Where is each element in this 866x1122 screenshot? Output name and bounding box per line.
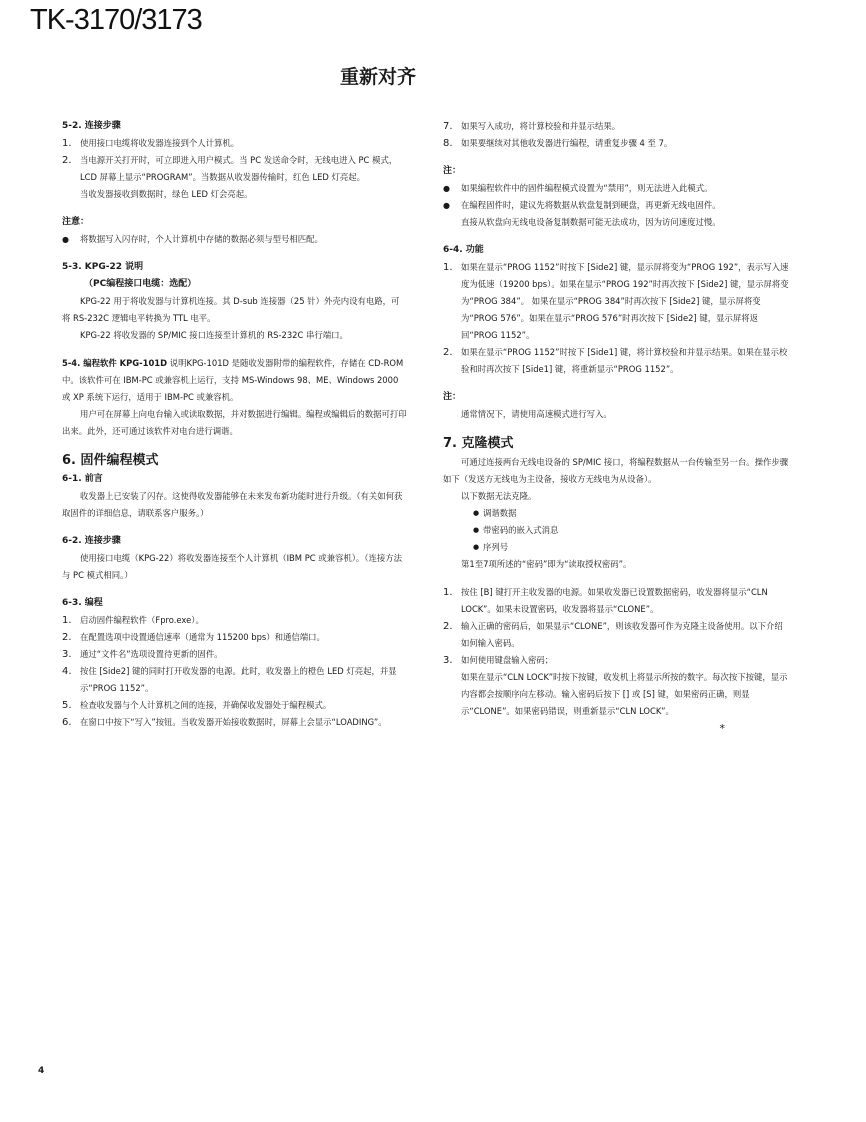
note-heading: 注：	[443, 392, 462, 402]
note-heading: 注意：	[62, 217, 90, 227]
section-heading: 6-1. 前言	[62, 474, 103, 484]
end-mark: *	[719, 722, 725, 735]
right-column	[443, 118, 789, 737]
left-column	[62, 118, 407, 731]
list-item: 1. 启动固件编程软件（Fpro.exe）。	[62, 615, 204, 626]
note-heading: 注：	[443, 166, 462, 176]
list-item: 2. 当电源开关打开时，可立即进入用户模式。当 PC 发送命令时，无线电进入 PC 模式，LCD 屏幕上显示“PROGRAM”。当数据从收发器传输时，红色 LED 灯亮起。	[62, 155, 398, 182]
section-heading: 6-2. 连接步骤	[62, 536, 121, 546]
paragraph: 用户可在屏幕上向电台输入或读取数据，并对数据进行编辑。编程或编辑后的数据可打印出来。此外，还可通过该软件对电台进行调谐。	[62, 409, 407, 436]
chapter-heading: 7. 克隆模式	[443, 436, 514, 451]
paragraph: KPG-22 用于将收发器与计算机连接。其 D-sub 连接器（25 针）外壳内设有电路，可将 RS-232C 逻辑电平转换为 TTL 电平。	[62, 296, 400, 323]
paragraph: 可通过连接两台无线电设备的 SP/MIC 接口，将编程数据从一台传输至另一台。操作步骤如下（发送方无线电为主设备，接收方无线电为从设备）。	[443, 457, 789, 484]
paragraph: 直接从软盘向无线电设备复制数据可能无法成功，因为访问速度过慢。	[461, 217, 721, 227]
list-item: 2. 如果在显示“PROG 1152”时按下 [Side1] 键，将计算校验和并显示结果。如果在显示校验和时再次按下 [Side1] 键，将重新显示“PROG 1152”。	[443, 347, 788, 374]
bullet-item: ● 将数据写入闪存时，个人计算机中存储的数据必须与型号相匹配。	[62, 234, 323, 244]
paragraph: 收发器上已安装了闪存。这使得收发器能够在未来发布新功能时进行升级。（有关如何获取固件的详细信息，请联系客户服务。）	[62, 491, 403, 518]
paragraph: 5-4. 编程软件 KPG-101D 说明KPG-101D 是随收发器附带的编程软件，存储在 CD-ROM 中。该软件可在 IBM-PC 或兼容机上运行，支持 MS-Windows 98、ME、Windows 2000 或 XP 系统下运行，适用于 IBM-PC 或兼容机。	[62, 358, 404, 402]
section-heading: 5-3. KPG-22 说明	[62, 262, 144, 272]
section-heading: 5-4. 编程软件 KPG-101D	[62, 358, 168, 368]
paragraph: 通常情况下，请使用高速模式进行写入。	[461, 409, 612, 419]
paragraph: 如果在显示“CLN LOCK”时按下按键，收发机上将显示所按的数字。每次按下按键，显示内容都会按顺序向左移动。输入密码后按下 [] 或 [S] 键，如果密码正确，则显示“CLONE”。如果密码错误，则重新显示“CLN LOCK”。	[461, 672, 788, 716]
sub-bullet: ● 序列号	[473, 542, 509, 552]
list-item: 2. 输入正确的密码后，如果显示“CLONE”，则该收发器可作为克隆主设备使用。以下介绍如何输入密码。	[443, 621, 783, 648]
page-title: 重新对齐	[339, 66, 416, 88]
sub-bullet: ● 带密码的嵌入式消息	[473, 525, 559, 535]
section-heading: 6-3. 编程	[62, 598, 103, 608]
paragraph: 使用接口电缆（KPG-22）将收发器连接至个人计算机（IBM PC 或兼容机）。（连接方法与 PC 模式相同。）	[62, 553, 402, 580]
section-subheading: （PC编程接口电缆：选配）	[84, 279, 197, 289]
bullet-item: ● 在编程固件时，建议先将数据从软盘复制到硬盘，再更新无线电固件。	[443, 200, 721, 210]
section-heading: 6-4. 功能	[443, 245, 484, 255]
sub-bullet: ● 调谐数据	[473, 508, 517, 518]
paragraph: 第1至7项所述的“密码”即为“读取授权密码”。	[461, 559, 632, 569]
model-number: TK-3170/3173	[30, 4, 202, 36]
chapter-heading: 6. 固件编程模式	[62, 453, 159, 468]
list-item: 3. 如何使用键盘输入密码；	[443, 655, 554, 666]
paragraph: KPG-22 将收发器的 SP/MIC 接口连接至计算机的 RS-232C 串行端口。	[80, 330, 348, 340]
page-number: 4	[38, 1066, 45, 1076]
list-item: 1. 如果在显示“PROG 1152”时按下 [Side2] 键，显示屏将变为“PROG 192”，表示写入速度为低速（19200 bps）。如果在显示“PROG 192”时再次按下 [Side2] 键，显示屏将变为“PROG 384”。 如果在显示“PROG 384”时再次按下 [Side2] 键，显示屏将变为“PROG 576”。如果在显示“PROG 576”时再次按下 [Side2] 键，显示屏将返回“PROG 1152”。	[443, 262, 789, 340]
list-item: 1. 按住 [B] 键打开主收发器的电源。如果收发器已设置数据密码，收发器将显示“CLN LOCK”。如果未设置密码，收发器将显示“CLONE”。	[443, 587, 768, 614]
list-item: 5. 检查收发器与个人计算机之间的连接，并确保收发器处于编程模式。	[62, 700, 332, 711]
bullet-item: ● 如果编程软件中的固件编程模式设置为“禁用”，则无法进入此模式。	[443, 183, 713, 193]
list-item: 1. 使用接口电缆将收发器连接到个人计算机。	[62, 138, 240, 149]
list-item: 2. 在配置选项中设置通信速率（通常为 115200 bps）和通信端口。	[62, 632, 325, 643]
list-item: 8. 如果要继续对其他收发器进行编程，请重复步骤 4 至 7。	[443, 138, 673, 149]
paragraph: 当收发器接收到数据时，绿色 LED 灯会亮起。	[80, 189, 253, 199]
paragraph: 以下数据无法克隆。	[461, 491, 537, 501]
list-item: 3. 通过“文件名”选项设置待更新的固件。	[62, 649, 223, 660]
list-item: 6. 在窗口中按下“写入”按钮。当收发器开始接收数据时，屏幕上会显示“LOADING”。	[62, 717, 387, 728]
section-heading: 5-2. 连接步骤	[62, 121, 121, 131]
list-item: 4. 按住 [Side2] 键的同时打开收发器的电源。此时，收发器上的橙色 LED 灯亮起，并显示“PROG 1152”。	[62, 666, 397, 693]
list-item: 7. 如果写入成功，将计算校验和并显示结果。	[443, 121, 621, 132]
